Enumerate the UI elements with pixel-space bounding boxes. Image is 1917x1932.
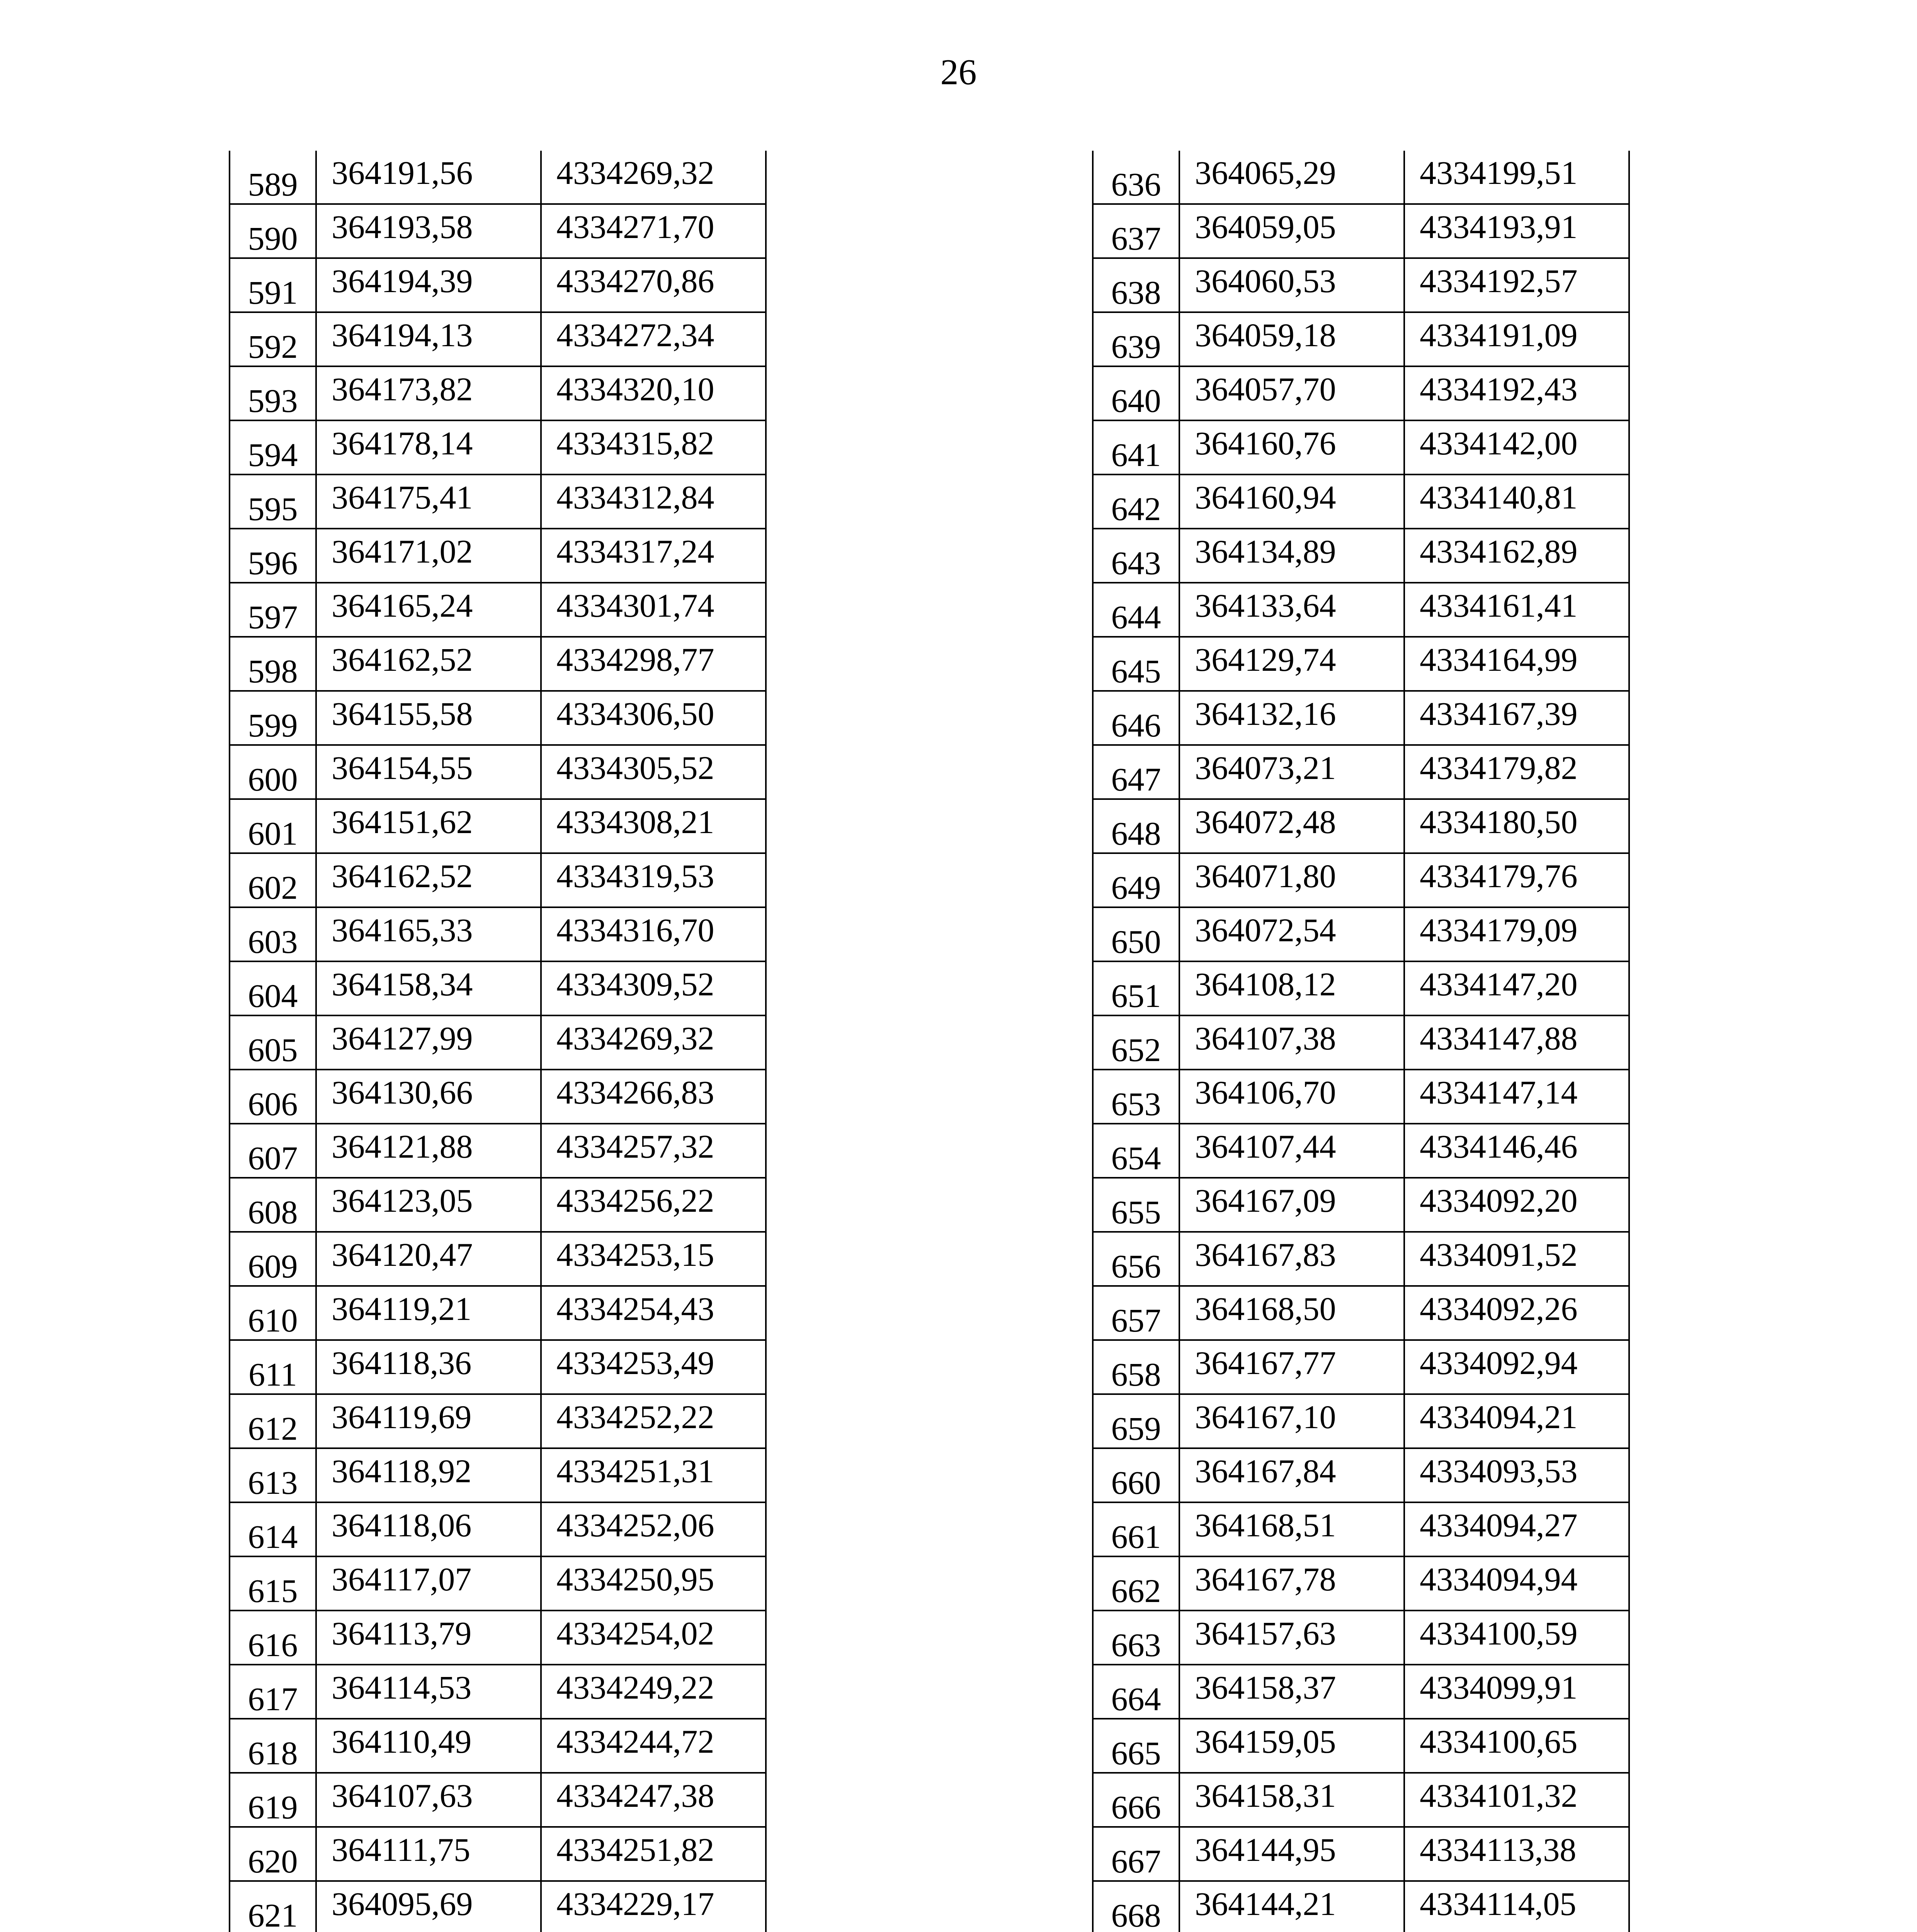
point-number-cell: 652 (1093, 1015, 1179, 1070)
table-row (230, 637, 766, 691)
x-coordinate-cell: 364167,09 (1179, 1178, 1404, 1232)
x-coordinate-cell: 364162,52 (316, 637, 541, 691)
x-coordinate-cell: 364117,07 (316, 1556, 541, 1611)
point-number-cell: 603 (230, 907, 316, 961)
x-coordinate-cell: 364193,58 (316, 204, 541, 258)
y-coordinate-cell: 4334251,82 (541, 1827, 766, 1881)
table-row (230, 529, 766, 583)
point-number-cell: 664 (1093, 1665, 1179, 1719)
x-coordinate-cell: 364106,70 (1179, 1070, 1404, 1124)
y-coordinate-cell: 4334305,52 (541, 745, 766, 799)
table-row (230, 745, 766, 799)
y-coordinate-cell: 4334191,09 (1404, 312, 1629, 366)
y-coordinate-cell: 4334254,02 (541, 1611, 766, 1665)
table-row (1093, 1719, 1629, 1773)
page-number: 26 (940, 52, 977, 92)
x-coordinate-cell: 364158,31 (1179, 1773, 1404, 1827)
point-number-cell: 595 (230, 474, 316, 529)
table-row (1093, 637, 1629, 691)
point-number-cell: 668 (1093, 1881, 1179, 1932)
point-number-cell: 614 (230, 1502, 316, 1556)
x-coordinate-cell: 364118,36 (316, 1340, 541, 1394)
x-coordinate-cell: 364123,05 (316, 1178, 541, 1232)
x-coordinate-cell: 364168,51 (1179, 1502, 1404, 1556)
x-coordinate-cell: 364165,24 (316, 583, 541, 637)
x-coordinate-cell: 364167,84 (1179, 1448, 1404, 1502)
x-coordinate-cell: 364160,76 (1179, 420, 1404, 474)
point-number-cell: 658 (1093, 1340, 1179, 1394)
y-coordinate-cell: 4334301,74 (541, 583, 766, 637)
table-row (230, 366, 766, 420)
table-row (1093, 1556, 1629, 1611)
y-coordinate-cell: 4334092,20 (1404, 1178, 1629, 1232)
x-coordinate-cell: 364057,70 (1179, 366, 1404, 420)
point-number-cell: 592 (230, 312, 316, 366)
x-coordinate-cell: 364194,13 (316, 312, 541, 366)
table-row (230, 1070, 766, 1124)
y-coordinate-cell: 4334140,81 (1404, 474, 1629, 529)
table-row (230, 1827, 766, 1881)
y-coordinate-cell: 4334257,32 (541, 1124, 766, 1178)
x-coordinate-cell: 364144,21 (1179, 1881, 1404, 1932)
point-number-cell: 619 (230, 1773, 316, 1827)
point-number-cell: 591 (230, 258, 316, 312)
table-row (1093, 474, 1629, 529)
table-row (1093, 961, 1629, 1015)
table-row (230, 1232, 766, 1286)
x-coordinate-cell: 364154,55 (316, 745, 541, 799)
x-coordinate-cell: 364095,69 (316, 1881, 541, 1932)
coordinates-table-left (229, 151, 767, 1932)
x-coordinate-cell: 364119,21 (316, 1286, 541, 1340)
y-coordinate-cell: 4334320,10 (541, 366, 766, 420)
table-row (1093, 853, 1629, 907)
y-coordinate-cell: 4334113,38 (1404, 1827, 1629, 1881)
table-row (230, 151, 766, 204)
y-coordinate-cell: 4334101,32 (1404, 1773, 1629, 1827)
table-row (230, 258, 766, 312)
coordinates-table-right (1092, 151, 1630, 1932)
table-row (230, 1611, 766, 1665)
y-coordinate-cell: 4334179,76 (1404, 853, 1629, 907)
y-coordinate-cell: 4334298,77 (541, 637, 766, 691)
point-number-cell: 641 (1093, 420, 1179, 474)
y-coordinate-cell: 4334092,26 (1404, 1286, 1629, 1340)
point-number-cell: 667 (1093, 1827, 1179, 1881)
y-coordinate-cell: 4334192,57 (1404, 258, 1629, 312)
point-number-cell: 590 (230, 204, 316, 258)
y-coordinate-cell: 4334317,24 (541, 529, 766, 583)
x-coordinate-cell: 364175,41 (316, 474, 541, 529)
y-coordinate-cell: 4334114,05 (1404, 1881, 1629, 1932)
table-row (1093, 583, 1629, 637)
y-coordinate-cell: 4334091,52 (1404, 1232, 1629, 1286)
table-row (1093, 420, 1629, 474)
y-coordinate-cell: 4334244,72 (541, 1719, 766, 1773)
table-row (1093, 1827, 1629, 1881)
x-coordinate-cell: 364159,05 (1179, 1719, 1404, 1773)
point-number-cell: 618 (230, 1719, 316, 1773)
y-coordinate-cell: 4334256,22 (541, 1178, 766, 1232)
y-coordinate-cell: 4334229,17 (541, 1881, 766, 1932)
table-row (1093, 1178, 1629, 1232)
x-coordinate-cell: 364059,18 (1179, 312, 1404, 366)
point-number-cell: 601 (230, 799, 316, 853)
table-row (1093, 1665, 1629, 1719)
point-number-cell: 640 (1093, 366, 1179, 420)
y-coordinate-cell: 4334308,21 (541, 799, 766, 853)
point-number-cell: 642 (1093, 474, 1179, 529)
y-coordinate-cell: 4334271,70 (541, 204, 766, 258)
y-coordinate-cell: 4334093,53 (1404, 1448, 1629, 1502)
y-coordinate-cell: 4334147,88 (1404, 1015, 1629, 1070)
point-number-cell: 593 (230, 366, 316, 420)
point-number-cell: 637 (1093, 204, 1179, 258)
y-coordinate-cell: 4334253,15 (541, 1232, 766, 1286)
table-row (1093, 1232, 1629, 1286)
y-coordinate-cell: 4334252,06 (541, 1502, 766, 1556)
table-row (230, 853, 766, 907)
table-row (1093, 1124, 1629, 1178)
y-coordinate-cell: 4334146,46 (1404, 1124, 1629, 1178)
point-number-cell: 639 (1093, 312, 1179, 366)
x-coordinate-cell: 364129,74 (1179, 637, 1404, 691)
point-number-cell: 611 (230, 1340, 316, 1394)
x-coordinate-cell: 364158,37 (1179, 1665, 1404, 1719)
point-number-cell: 597 (230, 583, 316, 637)
table-row (230, 1502, 766, 1556)
point-number-cell: 600 (230, 745, 316, 799)
point-number-cell: 620 (230, 1827, 316, 1881)
y-coordinate-cell: 4334147,20 (1404, 961, 1629, 1015)
table-row (1093, 204, 1629, 258)
y-coordinate-cell: 4334099,91 (1404, 1665, 1629, 1719)
table-row (1093, 1448, 1629, 1502)
point-number-cell: 605 (230, 1015, 316, 1070)
y-coordinate-cell: 4334094,27 (1404, 1502, 1629, 1556)
y-coordinate-cell: 4334254,43 (541, 1286, 766, 1340)
point-number-cell: 656 (1093, 1232, 1179, 1286)
table-row (1093, 745, 1629, 799)
point-number-cell: 596 (230, 529, 316, 583)
table-row (230, 420, 766, 474)
x-coordinate-cell: 364073,21 (1179, 745, 1404, 799)
point-number-cell: 647 (1093, 745, 1179, 799)
table-row (1093, 691, 1629, 745)
y-coordinate-cell: 4334309,52 (541, 961, 766, 1015)
point-number-cell: 607 (230, 1124, 316, 1178)
y-coordinate-cell: 4334193,91 (1404, 204, 1629, 258)
y-coordinate-cell: 4334164,99 (1404, 637, 1629, 691)
point-number-cell: 598 (230, 637, 316, 691)
point-number-cell: 648 (1093, 799, 1179, 853)
table-row (230, 1773, 766, 1827)
x-coordinate-cell: 364110,49 (316, 1719, 541, 1773)
table-row (1093, 1340, 1629, 1394)
y-coordinate-cell: 4334092,94 (1404, 1340, 1629, 1394)
x-coordinate-cell: 364167,10 (1179, 1394, 1404, 1448)
y-coordinate-cell: 4334312,84 (541, 474, 766, 529)
point-number-cell: 666 (1093, 1773, 1179, 1827)
y-coordinate-cell: 4334192,43 (1404, 366, 1629, 420)
y-coordinate-cell: 4334179,82 (1404, 745, 1629, 799)
y-coordinate-cell: 4334316,70 (541, 907, 766, 961)
point-number-cell: 606 (230, 1070, 316, 1124)
table-row (1093, 366, 1629, 420)
x-coordinate-cell: 364168,50 (1179, 1286, 1404, 1340)
y-coordinate-cell: 4334179,09 (1404, 907, 1629, 961)
table-row (230, 204, 766, 258)
table-row (230, 1124, 766, 1178)
point-number-cell: 651 (1093, 961, 1179, 1015)
x-coordinate-cell: 364127,99 (316, 1015, 541, 1070)
table-row (1093, 1611, 1629, 1665)
x-coordinate-cell: 364157,63 (1179, 1611, 1404, 1665)
table-row (230, 1665, 766, 1719)
x-coordinate-cell: 364134,89 (1179, 529, 1404, 583)
x-coordinate-cell: 364130,66 (316, 1070, 541, 1124)
y-coordinate-cell: 4334251,31 (541, 1448, 766, 1502)
table-row (1093, 799, 1629, 853)
point-number-cell: 617 (230, 1665, 316, 1719)
x-coordinate-cell: 364167,83 (1179, 1232, 1404, 1286)
y-coordinate-cell: 4334249,22 (541, 1665, 766, 1719)
point-number-cell: 655 (1093, 1178, 1179, 1232)
point-number-cell: 644 (1093, 583, 1179, 637)
table-row (230, 799, 766, 853)
y-coordinate-cell: 4334147,14 (1404, 1070, 1629, 1124)
point-number-cell: 654 (1093, 1124, 1179, 1178)
point-number-cell: 612 (230, 1394, 316, 1448)
table-row (230, 312, 766, 366)
table-row (230, 1448, 766, 1502)
y-coordinate-cell: 4334270,86 (541, 258, 766, 312)
x-coordinate-cell: 364107,38 (1179, 1015, 1404, 1070)
x-coordinate-cell: 364065,29 (1179, 151, 1404, 204)
y-coordinate-cell: 4334142,00 (1404, 420, 1629, 474)
point-number-cell: 604 (230, 961, 316, 1015)
table-row (230, 907, 766, 961)
y-coordinate-cell: 4334269,32 (541, 151, 766, 204)
table-row (230, 1719, 766, 1773)
point-number-cell: 609 (230, 1232, 316, 1286)
table-row (1093, 258, 1629, 312)
x-coordinate-cell: 364059,05 (1179, 204, 1404, 258)
point-number-cell: 636 (1093, 151, 1179, 204)
point-number-cell: 653 (1093, 1070, 1179, 1124)
table-row (230, 1286, 766, 1340)
point-number-cell: 645 (1093, 637, 1179, 691)
y-coordinate-cell: 4334250,95 (541, 1556, 766, 1611)
table-row (230, 1556, 766, 1611)
table-row (1093, 1070, 1629, 1124)
point-number-cell: 594 (230, 420, 316, 474)
point-number-cell: 615 (230, 1556, 316, 1611)
point-number-cell: 643 (1093, 529, 1179, 583)
x-coordinate-cell: 364072,48 (1179, 799, 1404, 853)
table-row (1093, 1394, 1629, 1448)
table-row (1093, 151, 1629, 204)
x-coordinate-cell: 364120,47 (316, 1232, 541, 1286)
y-coordinate-cell: 4334100,65 (1404, 1719, 1629, 1773)
coordinates-table-body (1093, 151, 1629, 1932)
x-coordinate-cell: 364171,02 (316, 529, 541, 583)
x-coordinate-cell: 364144,95 (1179, 1827, 1404, 1881)
point-number-cell: 621 (230, 1881, 316, 1932)
x-coordinate-cell: 364118,92 (316, 1448, 541, 1502)
table-row (230, 474, 766, 529)
x-coordinate-cell: 364173,82 (316, 366, 541, 420)
point-number-cell: 662 (1093, 1556, 1179, 1611)
point-number-cell: 660 (1093, 1448, 1179, 1502)
y-coordinate-cell: 4334094,94 (1404, 1556, 1629, 1611)
y-coordinate-cell: 4334162,89 (1404, 529, 1629, 583)
point-number-cell: 650 (1093, 907, 1179, 961)
y-coordinate-cell: 4334266,83 (541, 1070, 766, 1124)
table-row (230, 1340, 766, 1394)
y-coordinate-cell: 4334167,39 (1404, 691, 1629, 745)
y-coordinate-cell: 4334180,50 (1404, 799, 1629, 853)
point-number-cell: 638 (1093, 258, 1179, 312)
x-coordinate-cell: 364151,62 (316, 799, 541, 853)
y-coordinate-cell: 4334100,59 (1404, 1611, 1629, 1665)
y-coordinate-cell: 4334247,38 (541, 1773, 766, 1827)
x-coordinate-cell: 364111,75 (316, 1827, 541, 1881)
point-number-cell: 661 (1093, 1502, 1179, 1556)
x-coordinate-cell: 364107,63 (316, 1773, 541, 1827)
table-row (1093, 312, 1629, 366)
x-coordinate-cell: 364113,79 (316, 1611, 541, 1665)
x-coordinate-cell: 364178,14 (316, 420, 541, 474)
x-coordinate-cell: 364167,78 (1179, 1556, 1404, 1611)
point-number-cell: 616 (230, 1611, 316, 1665)
point-number-cell: 589 (230, 151, 316, 204)
table-row (230, 1015, 766, 1070)
point-number-cell: 599 (230, 691, 316, 745)
x-coordinate-cell: 364191,56 (316, 151, 541, 204)
point-number-cell: 659 (1093, 1394, 1179, 1448)
x-coordinate-cell: 364121,88 (316, 1124, 541, 1178)
table-row (1093, 1773, 1629, 1827)
x-coordinate-cell: 364119,69 (316, 1394, 541, 1448)
x-coordinate-cell: 364108,12 (1179, 961, 1404, 1015)
y-coordinate-cell: 4334253,49 (541, 1340, 766, 1394)
x-coordinate-cell: 364165,33 (316, 907, 541, 961)
table-row (230, 583, 766, 637)
table-row (230, 961, 766, 1015)
point-number-cell: 646 (1093, 691, 1179, 745)
point-number-cell: 613 (230, 1448, 316, 1502)
table-row (230, 691, 766, 745)
x-coordinate-cell: 364162,52 (316, 853, 541, 907)
table-row (1093, 1015, 1629, 1070)
point-number-cell: 649 (1093, 853, 1179, 907)
x-coordinate-cell: 364194,39 (316, 258, 541, 312)
point-number-cell: 602 (230, 853, 316, 907)
x-coordinate-cell: 364107,44 (1179, 1124, 1404, 1178)
x-coordinate-cell: 364071,80 (1179, 853, 1404, 907)
x-coordinate-cell: 364133,64 (1179, 583, 1404, 637)
x-coordinate-cell: 364114,53 (316, 1665, 541, 1719)
table-row (1093, 1502, 1629, 1556)
table-row (1093, 1881, 1629, 1932)
coordinates-table-body (230, 151, 766, 1932)
x-coordinate-cell: 364118,06 (316, 1502, 541, 1556)
x-coordinate-cell: 364167,77 (1179, 1340, 1404, 1394)
y-coordinate-cell: 4334306,50 (541, 691, 766, 745)
point-number-cell: 657 (1093, 1286, 1179, 1340)
point-number-cell: 663 (1093, 1611, 1179, 1665)
table-row (1093, 907, 1629, 961)
y-coordinate-cell: 4334199,51 (1404, 151, 1629, 204)
table-row (1093, 529, 1629, 583)
table-row (230, 1178, 766, 1232)
point-number-cell: 665 (1093, 1719, 1179, 1773)
table-row (230, 1881, 766, 1932)
point-number-cell: 608 (230, 1178, 316, 1232)
y-coordinate-cell: 4334252,22 (541, 1394, 766, 1448)
y-coordinate-cell: 4334319,53 (541, 853, 766, 907)
y-coordinate-cell: 4334272,34 (541, 312, 766, 366)
y-coordinate-cell: 4334094,21 (1404, 1394, 1629, 1448)
x-coordinate-cell: 364132,16 (1179, 691, 1404, 745)
x-coordinate-cell: 364072,54 (1179, 907, 1404, 961)
x-coordinate-cell: 364060,53 (1179, 258, 1404, 312)
point-number-cell: 610 (230, 1286, 316, 1340)
x-coordinate-cell: 364155,58 (316, 691, 541, 745)
x-coordinate-cell: 364158,34 (316, 961, 541, 1015)
y-coordinate-cell: 4334269,32 (541, 1015, 766, 1070)
x-coordinate-cell: 364160,94 (1179, 474, 1404, 529)
y-coordinate-cell: 4334161,41 (1404, 583, 1629, 637)
table-row (1093, 1286, 1629, 1340)
table-row (230, 1394, 766, 1448)
y-coordinate-cell: 4334315,82 (541, 420, 766, 474)
